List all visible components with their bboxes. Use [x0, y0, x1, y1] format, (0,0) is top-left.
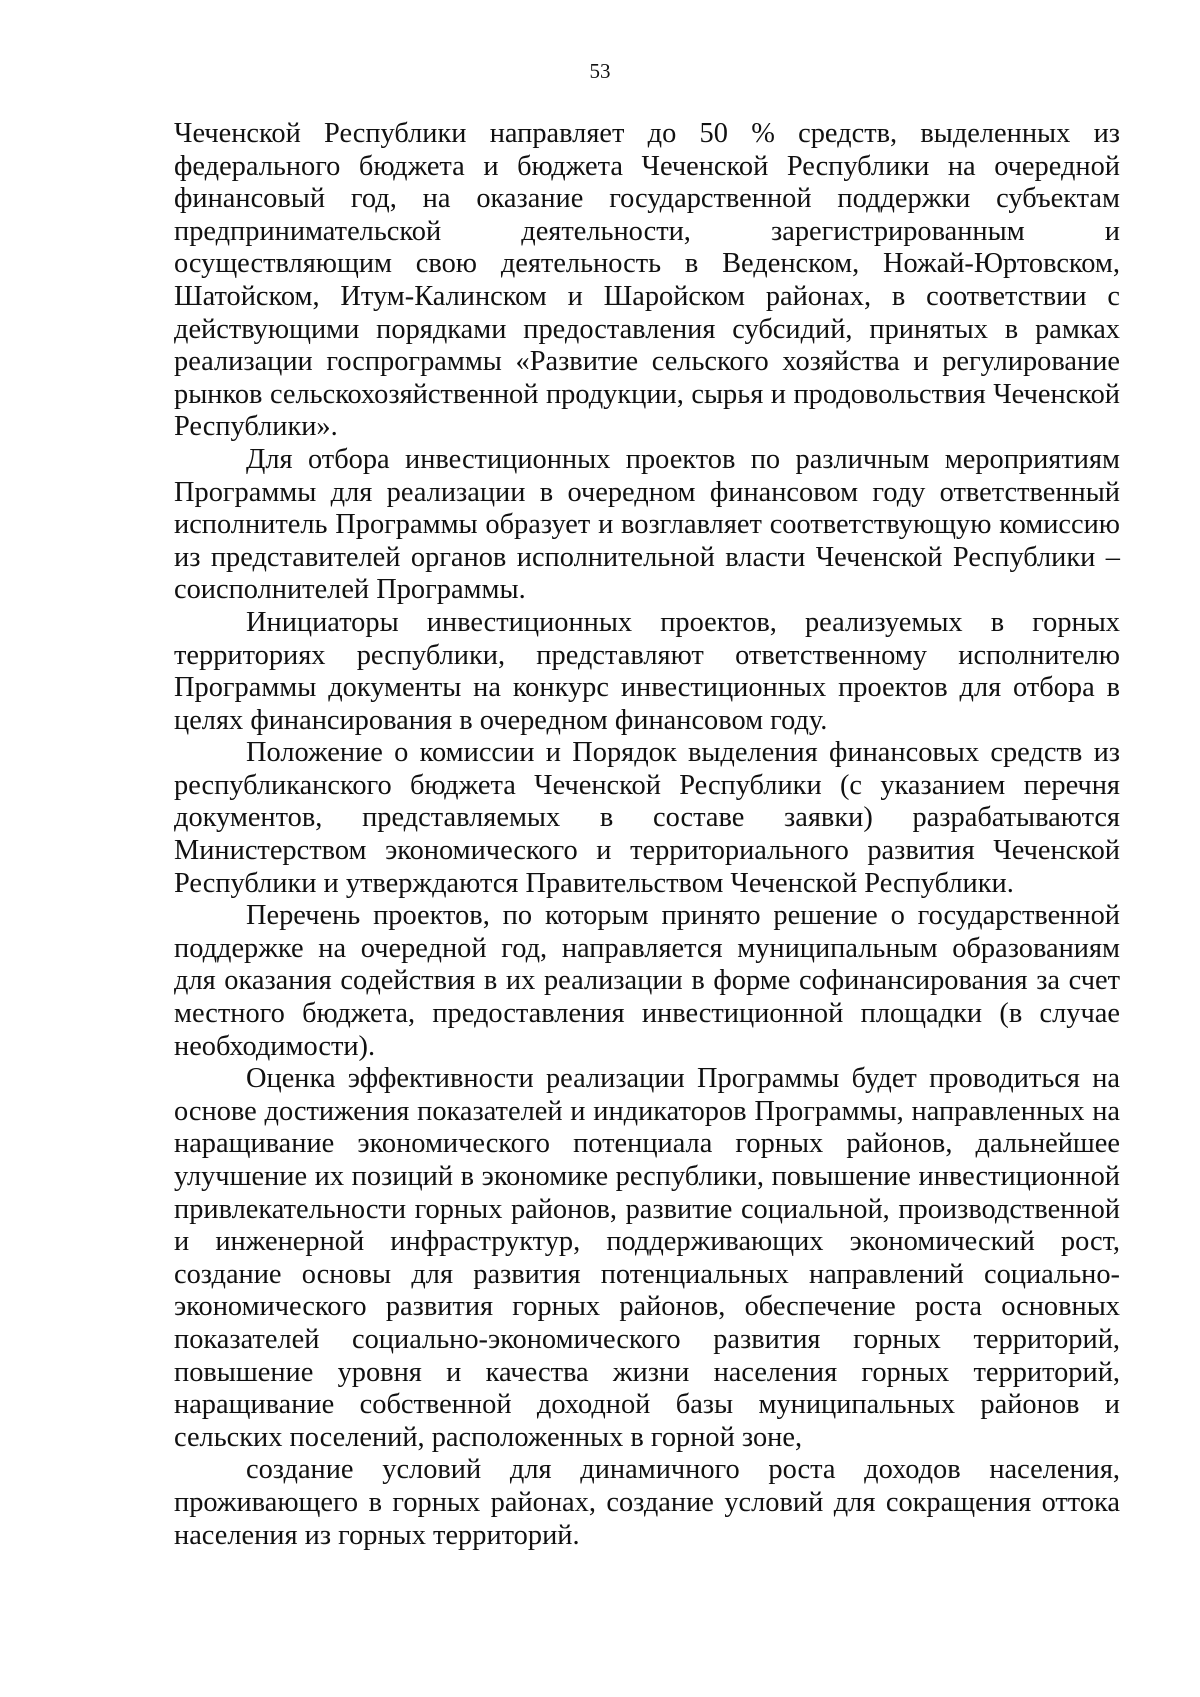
paragraph-commission-regulation: Положение о комиссии и Порядок выделения финансовых средств из республиканского бюджета Чеченской Республики (с указанием перечня документов, представляемых в составе заявки) разрабатываются Министерством экономического и территориального развития Чеченской Республики и утверждаются Правительством Чеченской Республики. [174, 737, 1120, 899]
paragraph-project-list: Перечень проектов, по которым принято решение о государственной поддержке на очередной год, направляется муниципальным образованиям для оказания содействия в их реализации в форме софинансирования за счет местного бюджета, предоставления инвестиционной площадки (в случае необходимости). [174, 900, 1120, 1062]
paragraph-project-selection: Для отбора инвестиционных проектов по различным мероприятиям Программы для реализации в очередном финансовом году ответственный исполнитель Программы образует и возглавляет соответствующую комиссию из представителей органов исполнительной власти Чеченской Республики – соисполнителей Программы. [174, 443, 1120, 606]
paragraph-efficiency-evaluation: Оценка эффективности реализации Программы будет проводиться на основе достижения показателей и индикаторов Программы, направленных на наращивание экономического потенциала горных районов, дальнейшее улучшение их позиций в экономике республики, повышение инвестиционной привлекательности горных районов, развитие социальной, производственной и инженерной инфраструктур, поддерживающих экономический рост, создание основы для развития потенциальных направлений социально-экономического развития горных районов, обеспечение роста основных показателей социально-экономического развития горных территорий, повышение уровня и качества жизни населения горных территорий, наращивание собственной доходной базы муниципальных районов и сельских поселений, расположенных в горной зоне, [174, 1063, 1120, 1453]
paragraph-income-growth: создание условий для динамичного роста доходов населения, проживающего в горных районах, создание условий для сокращения оттока населения из горных территорий. [174, 1454, 1120, 1551]
paragraph-initiators: Инициаторы инвестиционных проектов, реализуемых в горных территориях республики, представляют ответственному исполнителю Программы документы на конкурс инвестиционных проектов для отбора в целях финансирования в очередном финансовом году. [174, 606, 1120, 736]
paragraph-continuation: Чеченской Республики направляет до 50 % средств, выделенных из федерального бюджета и бюджета Чеченской Республики на очередной финансовый год, на оказание государственной поддержки субъектам предпринимательской деятельности, зарегистрированным и осуществляющим свою деятельность в Веденском, Ножай-Юртовском, Шатойском, Итум-Калинском и Шаройском районах, в соответствии с действующими порядками предоставления субсидий, принятых в рамках реализации госпрограммы «Развитие сельского хозяйства и регулирование рынков сельскохозяйственной продукции, сырья и продовольствия Чеченской Республики». [174, 118, 1120, 443]
document-body [174, 118, 1120, 1552]
page-number: 53 [589, 59, 611, 83]
